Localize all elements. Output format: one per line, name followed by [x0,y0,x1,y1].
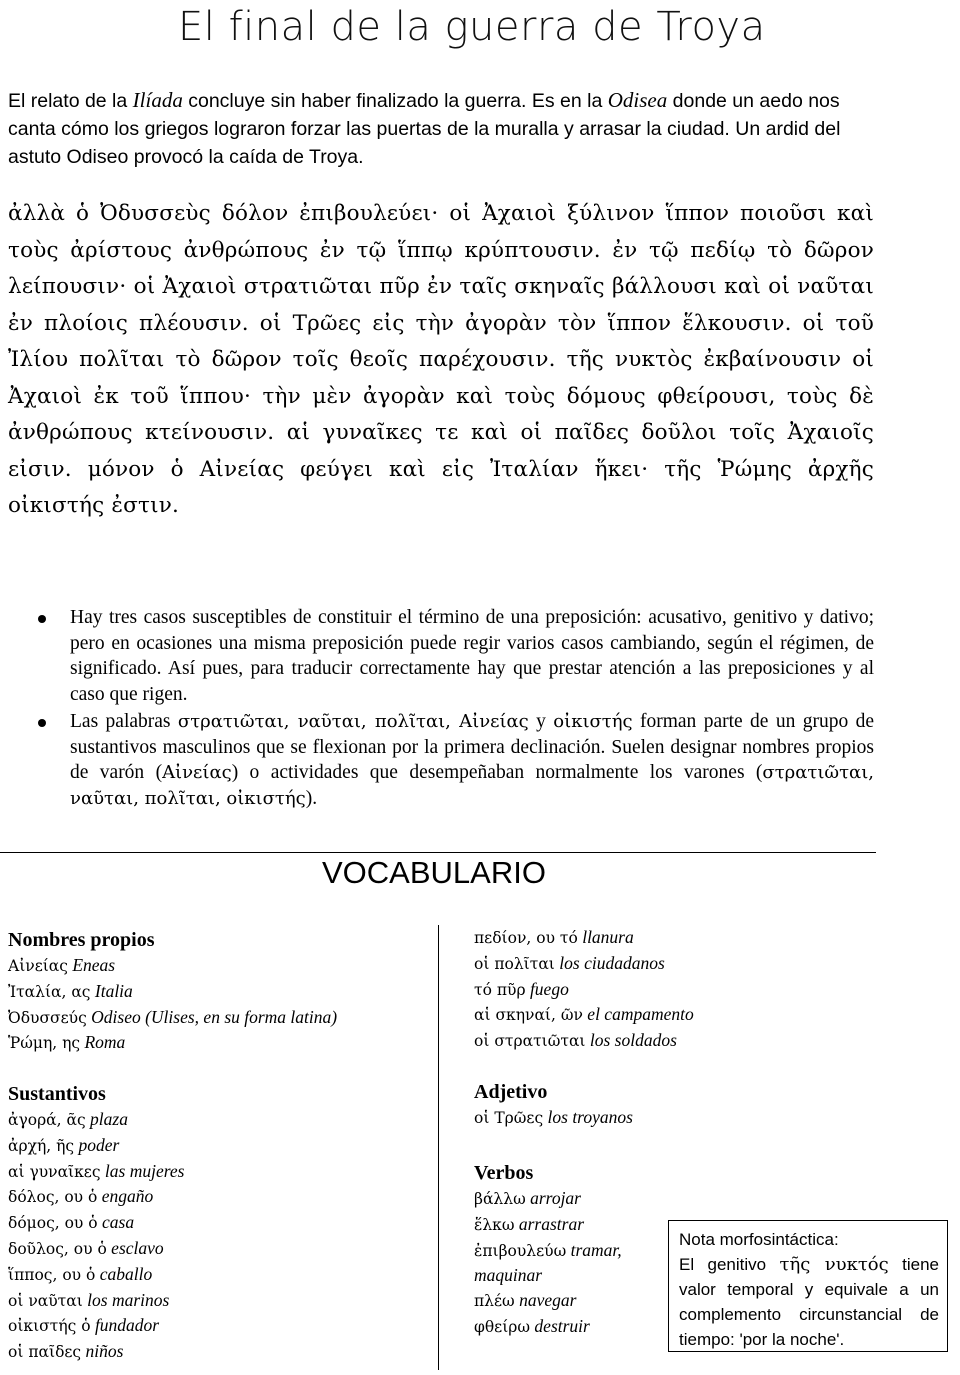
intro-text-1: El relato de la [8,90,133,112]
vocab-entry: τό πῦρ fuego [474,978,569,999]
vocab-entry: Αἰνείας Eneas [8,955,116,975]
adjective-heading: Adjetivo [474,1081,548,1103]
note-box-text [679,1252,939,1352]
vocab-entry: οἱ στρατιῶται los soldados [474,1030,677,1051]
vocab-entry: ἕλκω arrastrar [474,1213,585,1234]
vocab-entry: Ἰταλία, ας Italia [8,980,133,1001]
vocab-entry: ἐπιβουλεύω tramar, maquinar [474,1239,622,1286]
vocab-entry: ἀρχή, ῆς poder [8,1134,120,1155]
vocab-entry: οἰκιστής ὁ fundador [8,1315,160,1336]
note-box-greek: τῆς νυκτός [779,1254,889,1275]
note-text: ) o actividades que desempeñaban normalmente los varones ( [231,762,763,783]
vocab-col-right-nouns [474,925,694,1054]
verbs-heading: Verbos [474,1162,534,1184]
proper-names-heading: Nombres propios [8,929,155,951]
greek-words: στρατιῶται, ναῦται, πολῖται, Αἰνείας [177,711,529,732]
section-divider [0,852,876,853]
vocabulary-heading: VOCABULARIO [322,855,546,890]
vocab-col-nouns [8,1081,184,1365]
vocab-entry: φθείρω destruir [474,1315,590,1336]
note-prepositions: Hay tres casos susceptibles de constituir el término de una preposición: acusativo, genitivo y dativo; pero en ocasiones una misma preposición puede regir varios casos cambiando, según el régimen, de significado. Así pues, para traducir correctamente hay que prestar atención a las preposiciones y al caso que rigen. [38,605,874,707]
note-text: forman parte de un grupo de sustantivos masculinos que se flexionan por la primera declinación. Suelen designar nombres propios de varón ( [70,711,875,783]
intro-text-2: concluye sin haber finalizado la guerra. Es en la [182,90,608,112]
odisea-title: Odisea [607,88,668,112]
vocab-entry: δόλος, ου ὁ engaño [8,1186,154,1207]
notes-list [38,605,874,813]
vocab-col-verbs [474,1160,654,1340]
vocab-entry: οἱ παῖδες niños [8,1341,124,1362]
vocab-entry: πλέω navegar [474,1290,577,1311]
vocab-entry: ἵππος, ου ὁ caballo [8,1263,153,1284]
vocab-entry: αἱ γυναῖκες las mujeres [8,1160,185,1181]
note-box-heading: Nota morfosintáctica: [679,1230,839,1249]
vocab-entry: δοῦλος, ου ὁ esclavo [8,1237,164,1258]
morphosyntax-note-box [668,1220,948,1352]
greek-word: οἰκιστής [553,711,633,732]
greek-words: στρατιῶται, ναῦται, πολῖται, οἰκιστής [70,762,874,809]
column-divider [438,925,439,1370]
note-text: y [528,711,554,732]
vocab-entry: ἀγορά, ᾶς plaza [8,1109,128,1129]
greek-word: Αἰνείας [162,762,232,783]
greek-passage: ἀλλὰ ὁ Ὀδυσσεὺς δόλον ἐπιβουλεύει· οἱ Ἀχαιοὶ ξύλινον ἵππον ποιοῦσι καὶ τοὺς ἀρίστους ἀνθρώπους ἐν τῷ ἵππῳ κρύπτουσιν. ἐν τῷ πεδίῳ τὸ δῶρον λείπουσιν· οἱ Ἀχαιοὶ στρατιῶται πῦρ ἐν ταῖς σκηναῖς βάλλουσι καὶ οἱ ναῦται ἐν πλοίοις πλέουσιν. οἱ Τρῶες εἰς τὴν ἀγορὰν τὸν ἵππον ἕλκουσιν. οἱ τοῦ Ἰλίου πολῖται τὸ δῶρον τοῖς θεοῖς παρέχουσιν. τῆς νυκτὸς ἐκβαίνουσιν οἱ Ἀχαιοὶ ἐκ τοῦ ἵππου· τὴν μὲν ἀγορὰν καὶ τοὺς δόμους φθείρουσι, τοὺς δὲ ἀνθρώπους κτείνουσιν. αἱ γυναῖκες τε καὶ οἱ παῖδες δοῦλοι τοῖς Ἀχαιοῖς εἰσιν. μόνον ὁ Αἰνείας φεύγει καὶ εἰς Ἰταλίαν ἥκει· τῆς Ῥώμης ἀρχῆς οἰκιστής ἐστιν. [8,201,874,518]
vocab-entry: δόμος, ου ὁ casa [8,1212,135,1233]
vocab-col-proper [8,927,337,1056]
iliada-title: Ilíada [132,88,183,112]
note-box-text-part: tiene valor temporal y equivale a un complemento circunstancial de tiempo: 'por la noche'. [679,1255,939,1349]
vocab-entry: Ὀδυσσεύς Odiseo (Ulises, en su forma latina) [8,1006,338,1027]
note-masculine-nouns [38,709,874,811]
intro-paragraph [8,86,874,171]
vocab-entry: πεδίον, ου τό llanura [474,927,634,947]
intro-text-3: donde un aedo nos canta cómo los griegos lograron forzar las puertas de la muralla y arrasar la ciudad. Un ardid del astuto Odiseo provocó la caída de Troya. [8,90,841,168]
page-title: El final de la guerra de Troya [178,4,766,50]
vocab-entry: οἱ ναῦται los marinos [8,1289,170,1310]
vocab-col-adjective [474,1079,633,1131]
vocab-entry: οἱ πολῖται los ciudadanos [474,952,665,973]
nouns-heading: Sustantivos [8,1083,106,1105]
note-text: ). [305,787,318,809]
vocab-entry: αἱ σκηναί, ῶν el campamento [474,1004,694,1025]
vocab-entry: βάλλω arrojar [474,1188,581,1208]
vocab-entry: οἱ Τρῶες los troyanos [474,1107,633,1127]
vocab-entry: Ῥώμη, ης Roma [8,1032,126,1053]
note-text: Las palabras [70,711,178,732]
note-box-text-part: El genitivo [679,1255,780,1274]
